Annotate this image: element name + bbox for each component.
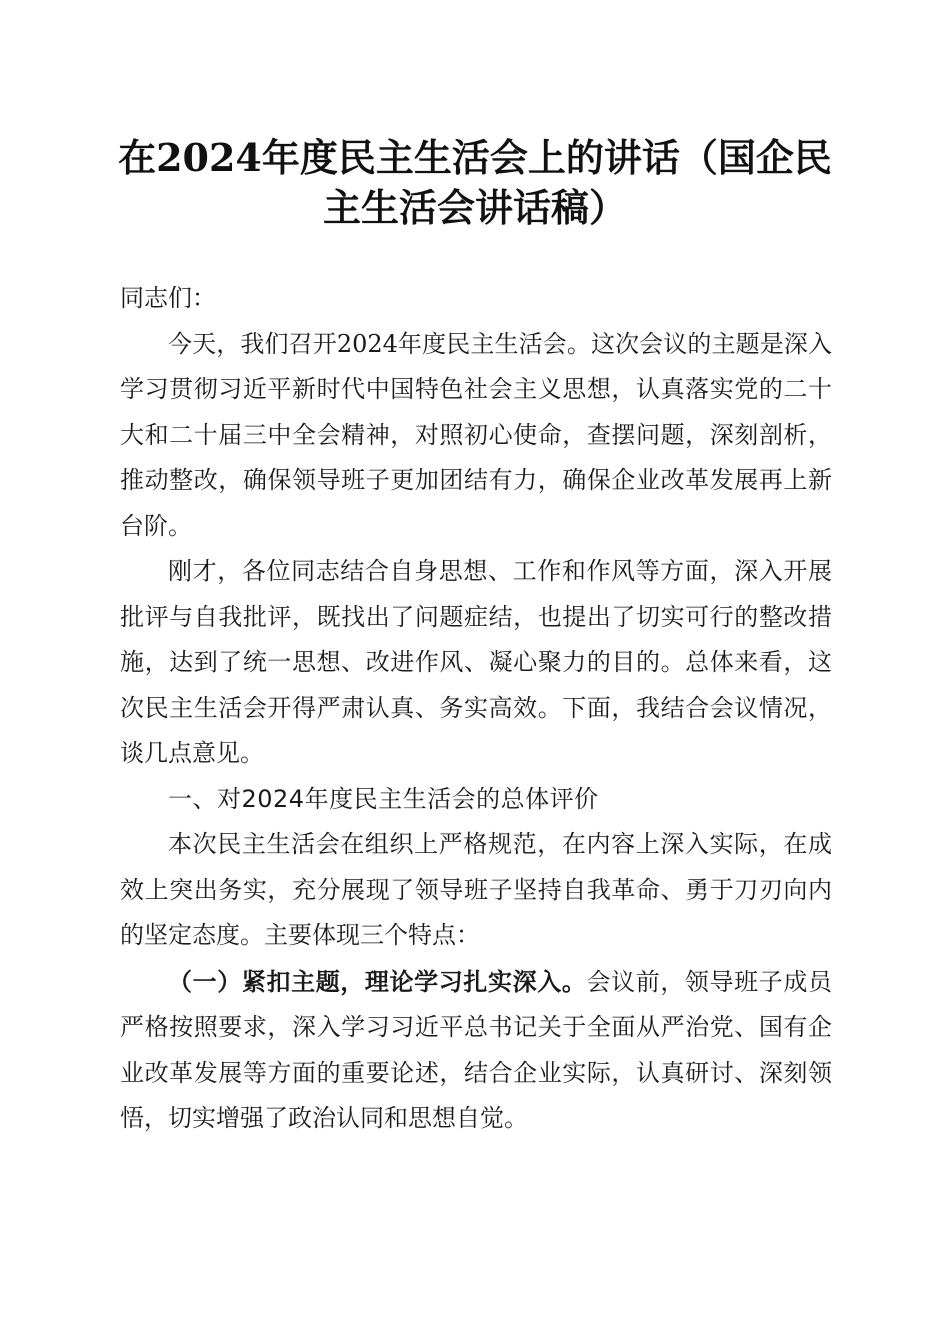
document-title: 在2024年度民主生活会上的讲话（国企民主生活会讲话稿） xyxy=(118,135,832,230)
paragraph-opening: 今天，我们召开2024年度民主生活会。这次会议的主题是深入学习贯彻习近平新时代中国特色社会主义思想，认真落实党的二十大和二十届三中全会精神，对照初心使命，查摆问题，深刻剖析，推动整改，确保领导班子更加团结有力，确保企业改革发展再上新台阶。 xyxy=(120,329,832,540)
paragraph-review: 刚才，各位同志结合自身思想、工作和作风等方面，深入开展批评与自我批评，既找出了问题症结，也提出了切实可行的整改措施，达到了统一思想、改进作风、凝心聚力的目的。总体来看，这次民主生活会开得严肃认真、务实高效。下面，我结合会议情况，谈几点意见。 xyxy=(120,557,832,767)
point-one-paragraph xyxy=(120,959,832,1142)
point-one-text: 会议前，领导班子成员严格按照要求，深入学习习近平总书记关于全面从严治党、国有企业改革发展等方面的重要论述，结合企业实际，认真研讨、深刻领悟，切实增强了政治认同和思想自觉。 xyxy=(120,967,833,1132)
salutation: 同志们： xyxy=(120,284,216,312)
document-body xyxy=(120,276,832,1142)
point-one-lead: （一）紧扣主题，理论学习扎实深入。 xyxy=(168,966,587,996)
paragraph-evaluation: 本次民主生活会在组织上严格规范，在内容上深入实际，在成效上突出务实，充分展现了领导班子坚持自我革命、勇于刀刃向内的坚定态度。主要体现三个特点： xyxy=(120,830,832,949)
section-heading: 一、对2024年度民主生活会的总体评价 xyxy=(168,784,599,813)
